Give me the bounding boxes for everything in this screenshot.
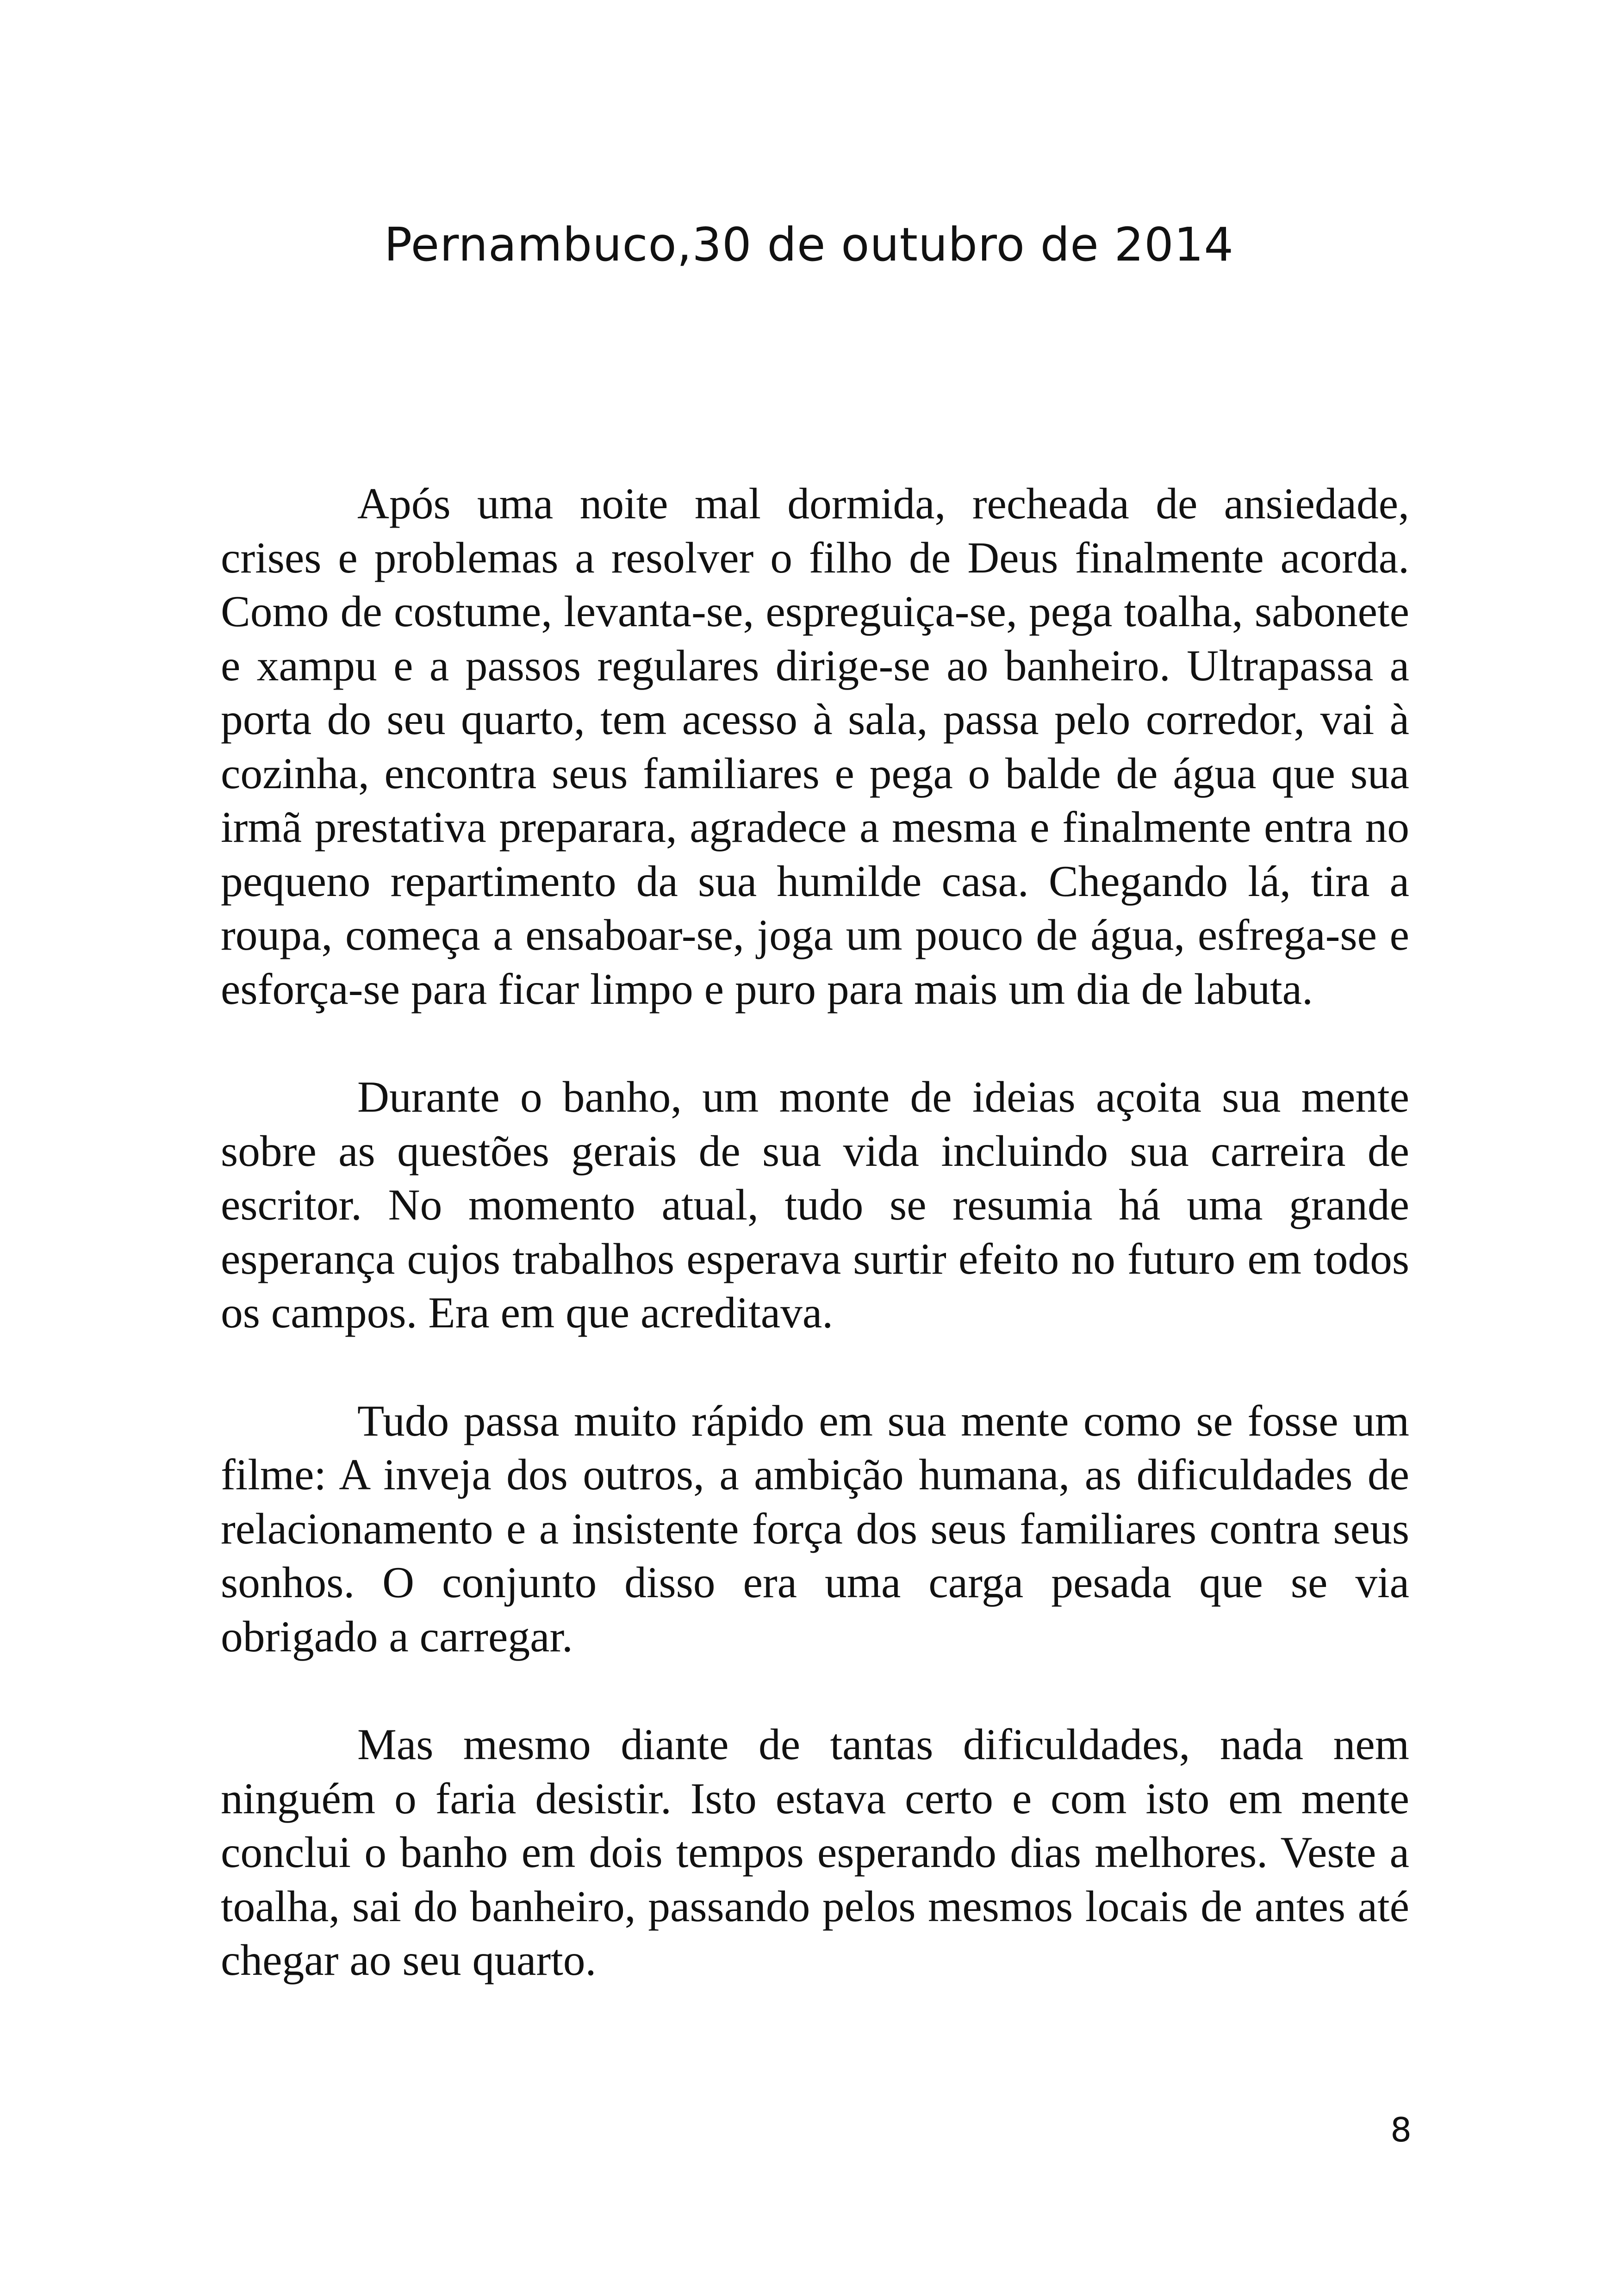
body-text <box>221 477 1409 2041</box>
paragraph-2: Durante o banho, um monte de ideias açoita sua mente sobre as questões gerais de sua vida incluindo sua carreira de escritor. No momento atual, tudo se resumia há uma grande esperança cujos trabalhos esperava surtir efeito no futuro em todos os campos. Era em que acreditava. <box>221 1072 1409 1337</box>
paragraph-3: Tudo passa muito rápido em sua mente como se fosse um filme: A inveja dos outros, a ambição humana, as dificuldades de relacionamento e a insistente força dos seus familiares contra seus sonhos. O conjunto disso era uma carga pesada que se via obrigado a carregar. <box>221 1396 1409 1661</box>
paragraph-1: Após uma noite mal dormida, recheada de ansiedade, crises e problemas a resolver o filho de Deus finalmente acorda. Como de costume, levanta-se, espreguiça-se, pega toalha, sabonete e xampu e a passos regulares dirige-se ao banheiro. Ultrapassa a porta do seu quarto, tem acesso à sala, passa pelo corredor, vai à cozinha, encontra seus familiares e pega o balde de água que sua irmã prestativa preparara, agradece a mesma e finalmente entra no pequeno repartimento da sua humilde casa. Chegando lá, tira a roupa, começa a ensaboar-se, joga um pouco de água, esfrega-se e esforça-se para ficar limpo e puro para mais um dia de labuta. <box>221 479 1409 1014</box>
page-number: 8 <box>1390 2110 1412 2149</box>
page-heading: Pernambuco,30 de outubro de 2014 <box>384 218 1234 272</box>
paragraph-4: Mas mesmo diante de tantas dificuldades, nada nem ninguém o faria desistir. Isto estava certo e com isto em mente conclui o banho em dois tempos esperando dias melhores. Veste a toalha, sai do banheiro, passando pelos mesmos locais de antes até chegar ao seu quarto. <box>221 1720 1409 1985</box>
